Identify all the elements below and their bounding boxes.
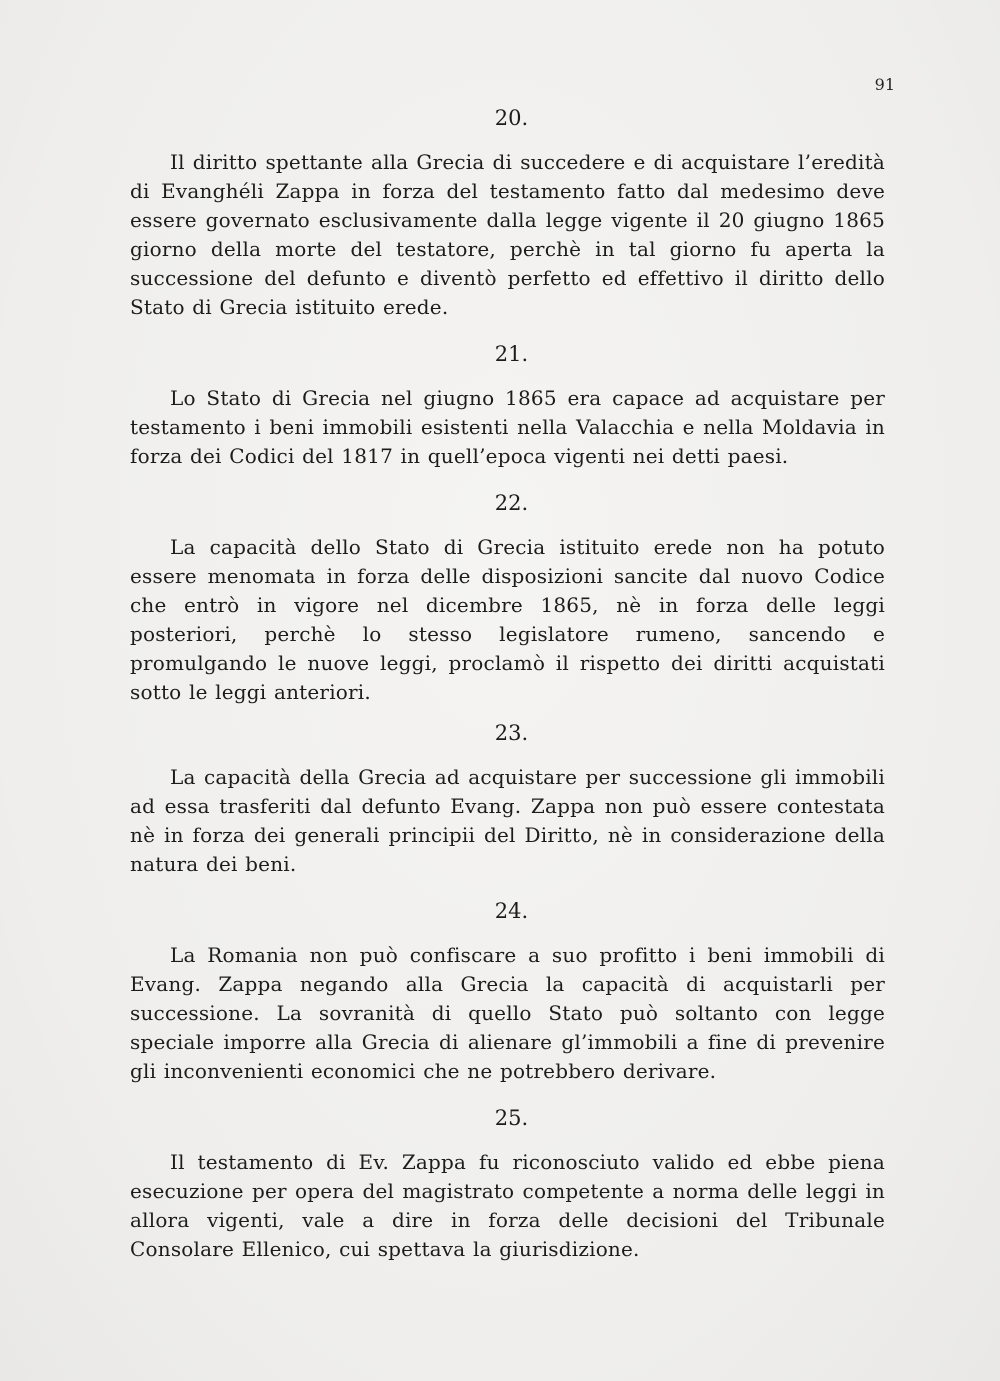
section-paragraph: La capacità dello Stato di Grecia istituito erede non ha potuto essere menomata in forza delle disposizioni sancite dal nuovo Codice che entrò in vigore nel dicembre 1865, nè in forza delle leggi posteriori, perchè lo stesso legislatore rumeno, sancendo e promulgando le nuove leggi, proclamò il rispetto dei diritti acquistati sotto le leggi anteriori. <box>130 535 885 704</box>
section-number: 20. <box>494 106 529 130</box>
section-paragraph: Il diritto spettante alla Grecia di succedere e di acquistare l’eredità di Evanghéli Zappa in forza del testamento fatto dal medesimo deve essere governato esclusivamente dalla legge vigente il 20 giugno 1865 giorno della morte del testatore, perchè in tal giorno fu aperta la successione del defunto e diventò perfetto ed effettivo il diritto dello Stato di Grecia istituito erede. <box>130 150 885 319</box>
text-block <box>130 104 885 1282</box>
section-number: 24. <box>494 899 529 923</box>
section-paragraph: La Romania non può confiscare a suo profitto i beni immobili di Evang. Zappa negando alla Grecia la capacità di acquistarli per successione. La sovranità di quello Stato può soltanto con legge speciale imporre alla Grecia di alienare gl’immobili a fine di prevenire gli inconvenienti economici che ne potrebbero derivare. <box>130 943 885 1083</box>
section-number: 23. <box>494 721 529 745</box>
section-paragraph: Lo Stato di Grecia nel giugno 1865 era capace ad acquistare per testamento i beni immobili esistenti nella Valacchia e nella Moldavia in forza dei Codici del 1817 in quell’epoca vigenti nei detti paesi. <box>130 386 885 468</box>
section-number: 21. <box>494 342 529 366</box>
section-24 <box>130 897 885 1086</box>
page-number: 91 <box>874 75 895 94</box>
section-number: 22. <box>494 491 529 515</box>
section-20 <box>130 104 885 322</box>
section-paragraph: La capacità della Grecia ad acquistare per successione gli immobili ad essa trasferiti dal defunto Evang. Zappa non può essere contestata nè in forza dei generali principii del Diritto, nè in considerazione della natura dei beni. <box>130 765 885 876</box>
section-22 <box>130 489 885 707</box>
section-21 <box>130 340 885 471</box>
section-paragraph: Il testamento di Ev. Zappa fu riconosciuto valido ed ebbe piena esecuzione per opera del magistrato competente a norma delle leggi in allora vigenti, vale a dire in forza delle decisioni del Tribunale Consolare Ellenico, cui spettava la giurisdizione. <box>130 1150 885 1261</box>
section-25 <box>130 1104 885 1264</box>
section-number: 25. <box>494 1106 529 1130</box>
section-23 <box>130 719 885 879</box>
